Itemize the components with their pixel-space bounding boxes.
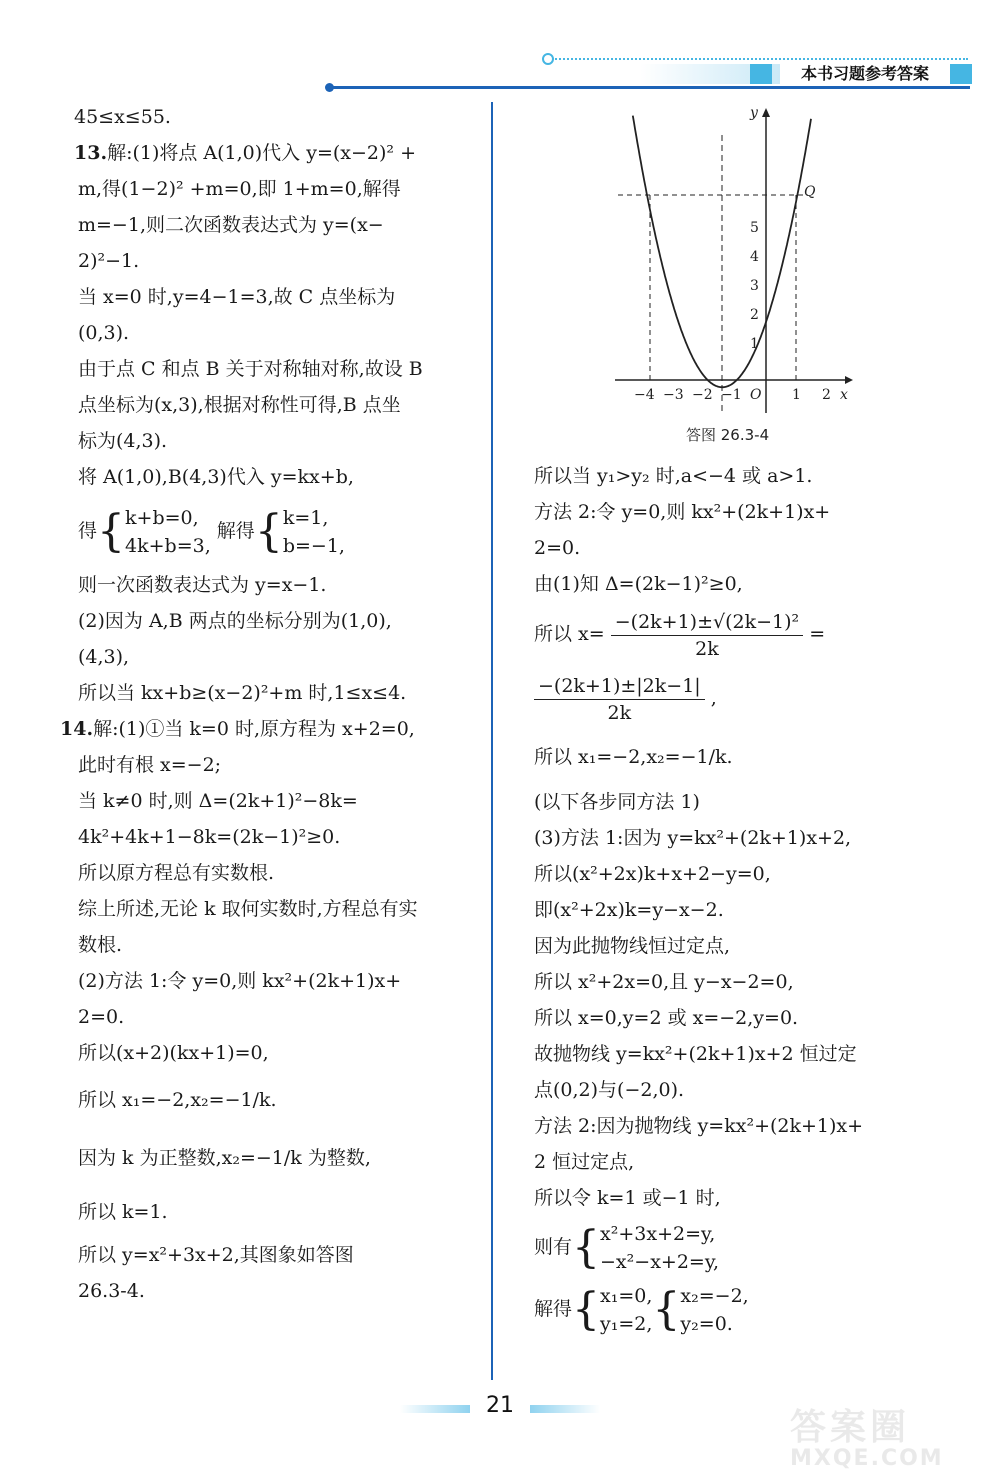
x-tick-label: −4 [634,387,655,403]
text-line: 当 x=0 时,y=4−1=3,故 C 点坐标为 [78,286,396,308]
text-line: 方法 2:令 y=0,则 kx²+(2k+1)x+ [534,501,831,523]
y-tick-label: 3 [750,278,759,294]
watermark-text: 答案圈 [790,1407,911,1448]
text-line: 所以 x²+2x=0,且 y−x−2=0, [534,971,794,993]
text-span: 得 [78,520,98,542]
watermark-url: MXQE.COM [790,1446,944,1471]
equation: x²+3x+2=y, [600,1223,716,1245]
text-line: (0,3). [78,322,130,344]
text-line: 所以 x₁=−2,x₂=−1/k. [534,746,733,768]
y-tick-label: 5 [750,220,759,236]
fraction-line [534,666,944,730]
text-line: 2=0. [534,537,581,559]
text-line: 所以当 kx+b≥(x−2)²+m 时,1≤x≤4. [78,682,407,704]
fraction [534,673,705,726]
text-line: 2)²−1. [78,250,140,272]
header-ring-icon [542,53,554,65]
text-span: , [710,687,717,709]
text-line: 26.3-4. [78,1280,145,1302]
text-line: 数根. [78,934,123,956]
text-line: 方法 2:因为抛物线 y=kx²+(2k+1)x+ [534,1115,864,1137]
text-line [74,135,482,171]
header-title: 本书习题参考答案 [780,62,950,86]
problem-number: 14. [60,718,94,740]
text-line: (2)方法 1:令 y=0,则 kx²+(2k+1)x+ [78,970,402,992]
text-line: 由于点 C 和点 B 关于对称轴对称,故设 B [78,358,423,380]
text-line: 由(1)知 Δ=(2k−1)²≥0, [534,573,743,595]
equation-system-line [534,1278,944,1340]
text-span: 所以 x= [534,623,605,645]
brace-icon: { [572,1284,601,1335]
text-line: 即(x²+2x)k=y−x−2. [534,899,724,921]
equation-system-line [534,1216,944,1278]
brace-icon: { [254,506,283,557]
point-q-label: Q [804,184,816,200]
text-line: 则一次函数表达式为 y=x−1. [78,574,327,596]
right-column [534,458,944,1340]
equation-system [600,1220,719,1276]
text-line: 2 恒过定点, [534,1151,635,1173]
fraction-numerator: −(2k+1)±|2k−1| [534,673,705,700]
text-line: 当 k≠0 时,则 Δ=(2k+1)²−8k= [78,790,358,812]
text-line: 所以(x²+2x)k+x+2−y=0, [534,863,771,885]
equation: x₁=0, [600,1285,653,1307]
figure-caption: 答图 26.3-4 [686,426,770,444]
text-line: 所以当 y₁>y₂ 时,a<−4 或 a>1. [534,465,813,487]
header-dot-icon [325,83,334,92]
equation: y₁=2, [600,1313,653,1335]
text-line: m,得(1−2)² +m=0,即 1+m=0,解得 [78,178,401,200]
equation: y₂=0. [680,1313,733,1335]
x-tick-label: −2 [692,387,713,403]
y-tick-label: 4 [750,249,759,265]
fraction-numerator: −(2k+1)±√(2k−1)² [611,609,803,636]
y-axis-arrow-icon [762,108,770,117]
x-tick-label: 2 [822,387,831,403]
x-axis-label: x [840,387,848,403]
text-line: (4,3), [78,646,130,668]
watermark-logo [790,1407,990,1471]
footer-decor-right [530,1405,600,1413]
parabola-graph [600,95,870,420]
text-line: 将 A(1,0),B(4,3)代入 y=kx+b, [78,466,354,488]
left-column [60,99,482,1309]
text-line: m=−1,则二次函数表达式为 y=(x− [78,214,384,236]
y-tick-label: 1 [750,336,759,352]
page-footer [400,1393,600,1423]
text-line: 此时有根 x=−2; [78,754,222,776]
equation-system [125,504,211,560]
text-line: 故抛物线 y=kx²+(2k+1)x+2 恒过定 [534,1043,857,1065]
text-line: 所以令 k=1 或−1 时, [534,1187,721,1209]
text-span: 解:(1)将点 A(1,0)代入 y=(x−2)² + [107,142,416,164]
text-line: (以下各步同方法 1) [534,791,700,813]
problem-number: 13. [74,142,108,164]
text-line: 所以(x+2)(kx+1)=0, [78,1042,269,1064]
page-number: 21 [486,1393,514,1418]
brace-icon: { [652,1284,681,1335]
equation-system [283,504,345,560]
equation: −x²−x+2=y, [600,1251,720,1273]
header-dotted-line [548,58,968,60]
y-tick-label: 2 [750,307,759,323]
equation: k=1, [282,507,329,529]
equation-system [600,1282,652,1338]
x-tick-label: −1 [721,387,742,403]
equation: b=−1, [282,535,345,557]
fraction-denominator: 2k [695,637,719,660]
header-square-icon [750,64,772,84]
origin-label: O [750,387,762,403]
text-line: 45≤x≤55. [74,106,171,128]
y-axis-label: y [750,105,758,121]
equation: k+b=0, [125,507,199,529]
equation: 4k+b=3, [125,535,211,557]
text-line: 因为此抛物线恒过定点, [534,935,731,957]
text-line: 2=0. [78,1006,125,1028]
header-rule [330,86,970,89]
text-line: 4k²+4k+1−8k=(2k−1)²≥0. [78,826,341,848]
equation-system-line [74,495,482,567]
footer-decor-left [400,1405,470,1413]
brace-icon: { [97,506,126,557]
equation-system [680,1282,748,1338]
fraction [611,609,803,662]
text-span: 则有 [534,1236,573,1258]
text-line: 所以 k=1. [78,1201,168,1223]
text-line: 所以 y=x²+3x+2,其图象如答图 [78,1244,354,1266]
text-line: 因为 k 为正整数,x₂=−1/k 为整数, [78,1147,371,1169]
header-square-icon [950,64,972,84]
text-line: (3)方法 1:因为 y=kx²+(2k+1)x+2, [534,827,852,849]
text-line: 所以 x=0,y=2 或 x=−2,y=0. [534,1007,799,1029]
x-axis-arrow-icon [845,376,853,384]
text-span: 解得 [534,1298,573,1320]
text-line: (2)因为 A,B 两点的坐标分别为(1,0), [78,610,392,632]
text-line: 点(0,2)与(−2,0). [534,1079,685,1101]
text-span: = [809,623,826,645]
text-line: 综上所述,无论 k 取何实数时,方程总有实 [78,898,418,920]
text-line: 标为(4,3). [78,430,168,452]
text-line: 所以 x₁=−2,x₂=−1/k. [78,1089,277,1111]
text-line: 所以原方程总有实数根. [78,862,275,884]
text-span: 解:(1)①当 k=0 时,原方程为 x+2=0, [93,718,415,740]
text-span: 解得 [216,520,255,542]
x-tick-label: −3 [663,387,684,403]
text-line: 点坐标为(x,3),根据对称性可得,B 点坐 [78,394,401,416]
x-tick-label: 1 [792,387,801,403]
fraction-denominator: 2k [607,701,632,724]
column-divider [491,102,493,1380]
equation: x₂=−2, [680,1285,749,1307]
text-line [60,711,482,747]
brace-icon: { [572,1222,601,1273]
fraction-line [534,602,944,666]
